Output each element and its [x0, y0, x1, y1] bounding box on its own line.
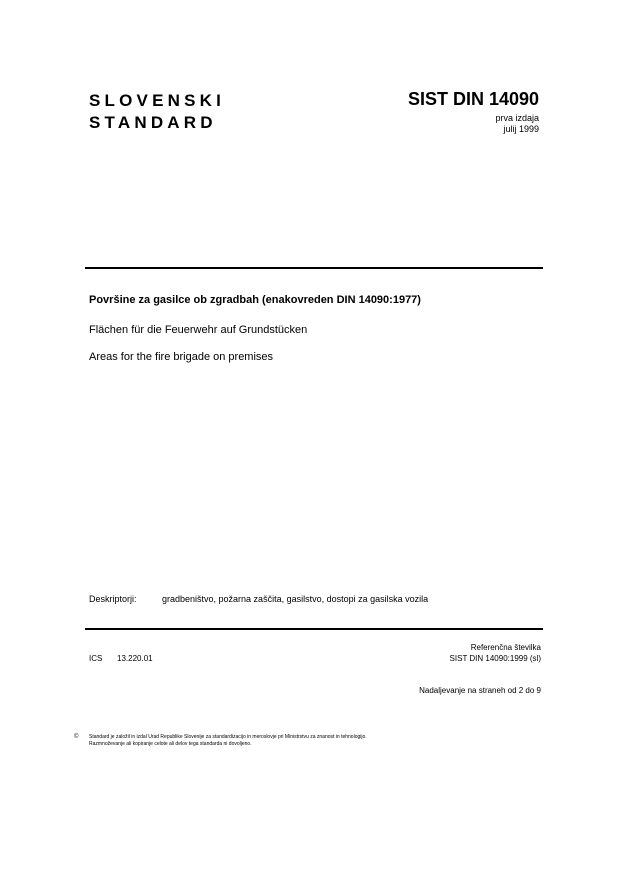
copyright-line-1: Standard je založil in izdal Urad Republike Slovenije za standardizacijo in meroslovje pri Ministrstvu za znanost in tehnologijo. [89, 734, 367, 740]
continuation-note: Nadaljevanje na straneh od 2 do 9 [419, 686, 541, 695]
descriptors-label: Deskriptorji: [89, 594, 137, 604]
ics-value: 13.220.01 [117, 654, 153, 663]
edition-label: prva izdaja [495, 113, 539, 123]
bottom-divider [85, 628, 543, 630]
title-english: Areas for the fire brigade on premises [89, 351, 274, 363]
descriptors-value: gradbeništvo, požarna zaščita, gasilstvo, dostopi za gasilska vozila [162, 594, 429, 604]
brand-title [89, 90, 225, 134]
reference-value: SIST DIN 14090:1999 (sl) [449, 654, 541, 663]
top-divider [85, 267, 543, 269]
title-slovenian: Površine za gasilce ob zgradbah (enakovreden DIN 14090:1977) [89, 294, 421, 306]
ics-label: ICS [89, 654, 103, 663]
title-german: Flächen für die Feuerwehr auf Grundstücken [89, 324, 308, 336]
copyright-icon: © [74, 734, 79, 740]
copyright-line-2: Razmnoževanje ali kopiranje celote ali delov tega standarda ni dovoljeno. [89, 741, 252, 747]
edition-date: julij 1999 [503, 124, 539, 134]
edition-info [495, 113, 539, 135]
brand-line-1: SLOVENSKI [89, 91, 226, 110]
reference-label: Referenčna številka [470, 643, 541, 652]
brand-line-2: STANDARD [89, 113, 217, 132]
standard-code: SIST DIN 14090 [407, 89, 539, 109]
copyright-notice [89, 734, 367, 748]
